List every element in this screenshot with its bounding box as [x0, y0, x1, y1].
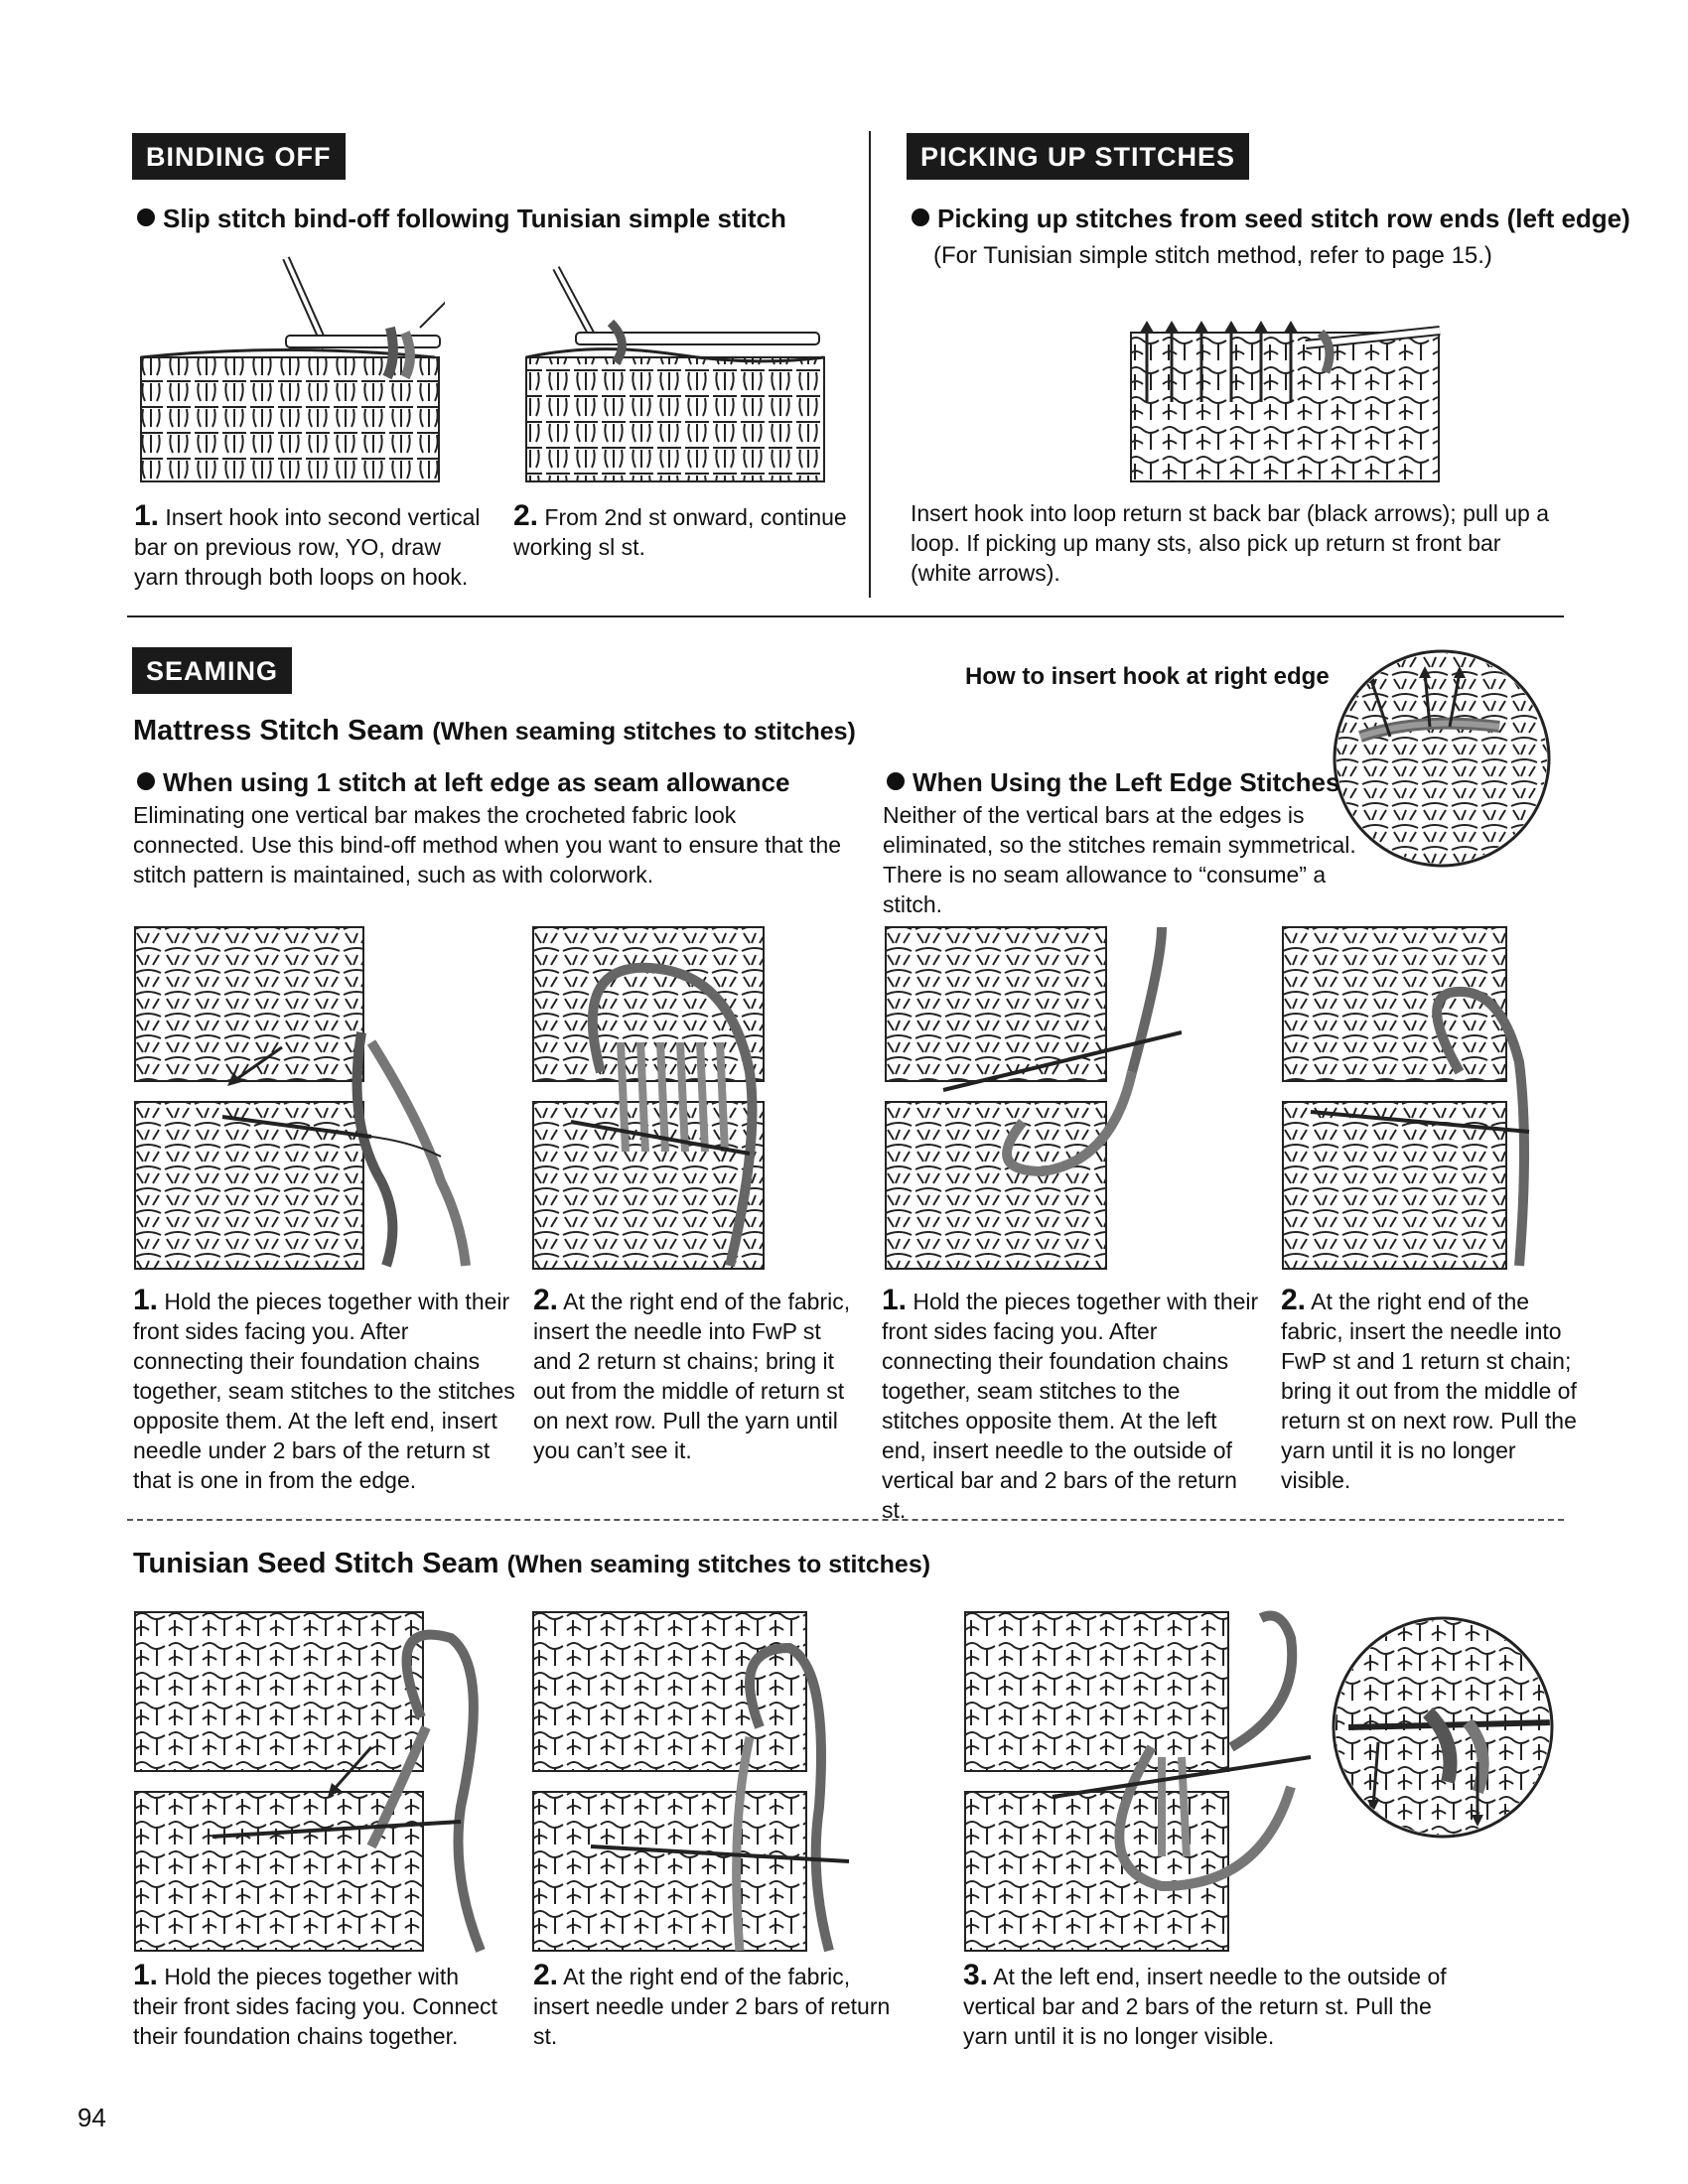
mattress-left-bullet-text: When using 1 stitch at left edge as seam allowance: [163, 767, 790, 797]
step-text: Insert hook into second vertical bar on previous row, YO, draw yarn through both loops on hook.: [134, 504, 481, 590]
step-text: Hold the pieces together with their front sides facing you. After connecting their foundation chains together, seam stitches to the stitches opposite them. At the left end, insert needle to the outside of vertical bar and 2 bars of the return st.: [882, 1289, 1259, 1523]
step-text: At the right end of the fabric, insert the needle into FwP st and 1 return st chain; bring it out from the middle of return st on next row. Pull the yarn until it is no longer visible.: [1281, 1289, 1577, 1493]
mattress-step-2: [533, 1286, 851, 1465]
step-text: Hold the pieces together with their front sides facing you. Connect their foundation chains together.: [133, 1964, 497, 2049]
mattress-right-bullet-text: When Using the Left Edge Stitches: [913, 767, 1340, 797]
seed-inset-illustration: [1329, 1613, 1557, 1842]
seed-step-1: [133, 1961, 500, 2051]
bind-off-step2-illustration: [516, 263, 834, 486]
step-text: At the left end, insert needle to the outside of vertical bar and 2 bars of the return st. Pull the yarn until it is no longer visible.: [963, 1964, 1447, 2049]
binding-off-bullet: [137, 203, 786, 234]
step-number: 2.: [1281, 1284, 1307, 1316]
seed-seam-title-text: Tunisian Seed Stitch Seam: [133, 1548, 499, 1579]
step-number: 1.: [133, 1959, 159, 1991]
inset-label: How to insert hook at right edge: [965, 663, 1330, 690]
bind-off-step1-illustration: [137, 248, 445, 486]
step-text: From 2nd st onward, continue working sl st.: [513, 504, 847, 560]
step-number: 2.: [533, 1284, 559, 1316]
step-number: 2.: [533, 1959, 559, 1991]
mattress-title-text: Mattress Stitch Seam: [133, 715, 425, 747]
section-divider: [127, 615, 1564, 617]
mattress-step-4: [1281, 1286, 1579, 1495]
mattress-title: [133, 713, 856, 750]
picking-up-header: PICKING UP STITCHES: [907, 133, 1249, 180]
step-number: 1.: [133, 1284, 159, 1316]
binding-off-step-2: [513, 501, 851, 562]
seaming-header: SEAMING: [132, 647, 292, 694]
mattress-right-text: Neither of the vertical bars at the edges is eliminated, so the stitches remain symmetrical. There is no seam allowance to “consume” a stitch.: [883, 802, 1356, 917]
seed-step-3: [963, 1961, 1460, 2051]
picking-up-bullet: [912, 203, 1630, 234]
step-text: Hold the pieces together with their front sides facing you. After connecting their foundation chains together, seam stitches to the stitches opposite them. At the left end, insert needle under 2 bars of the return st that is one in from the edge.: [133, 1289, 515, 1493]
picking-up-bullet-text: Picking up stitches from seed stitch row ends (left edge): [937, 204, 1630, 233]
binding-off-step-1: [134, 501, 487, 592]
binding-off-header: BINDING OFF: [132, 133, 346, 180]
mattress-title-paren: (When seaming stitches to stitches): [432, 718, 856, 746]
step-text: At the right end of the fabric, insert needle under 2 bars of return st.: [533, 1964, 891, 2049]
bullet-icon: [912, 208, 929, 226]
mattress-left-text: Eliminating one vertical bar makes the crocheted fabric look connected. Use this bind-off method when you want to ensure that the stitch pattern is maintained, such as with colorwork.: [133, 802, 842, 887]
bullet-icon: [137, 772, 155, 790]
seed-seam-title-paren: (When seaming stitches to stitches): [506, 1551, 931, 1578]
mattress-right-bullet: [887, 766, 1339, 798]
mattress-left-bullet: [137, 766, 789, 798]
mattress-step-3: [882, 1286, 1259, 1525]
seed-seam-title: [133, 1546, 930, 1582]
seed-step2-illustration: [531, 1608, 859, 1956]
column-divider: [869, 131, 871, 598]
step-number: 3.: [963, 1959, 989, 1991]
page-number: 94: [77, 2103, 106, 2132]
seed-step-2: [533, 1961, 891, 2051]
picking-up-text: Insert hook into loop return st back bar (black arrows); pull up a loop. If picking up many sts, also pick up return st front bar (white arrows).: [911, 500, 1550, 586]
step-number: 1.: [882, 1284, 908, 1316]
mattress-step-1: [133, 1286, 520, 1495]
mattress-step1-illustration: [133, 923, 476, 1273]
step-number: 2.: [513, 499, 539, 532]
step-number: 1.: [134, 499, 160, 532]
bullet-icon: [137, 208, 155, 226]
dashed-divider: [127, 1519, 1564, 1521]
mattress-step2-illustration: [531, 923, 770, 1273]
mattress-step4-illustration: [1281, 923, 1539, 1273]
picking-up-note: (For Tunisian simple stitch method, refer to page 15.): [933, 242, 1492, 269]
mattress-step3-illustration: [884, 923, 1182, 1273]
seed-step1-illustration: [133, 1608, 500, 1956]
seed-step3-illustration: [963, 1608, 1340, 1956]
bullet-icon: [887, 772, 905, 790]
picking-up-illustration: [1127, 303, 1445, 486]
binding-off-bullet-text: Slip stitch bind-off following Tunisian simple stitch: [163, 204, 786, 233]
step-text: At the right end of the fabric, insert the needle into FwP st and 2 return st chains; bring it out from the middle of return st on next row. Pull the yarn until you can’t see it.: [533, 1289, 851, 1463]
